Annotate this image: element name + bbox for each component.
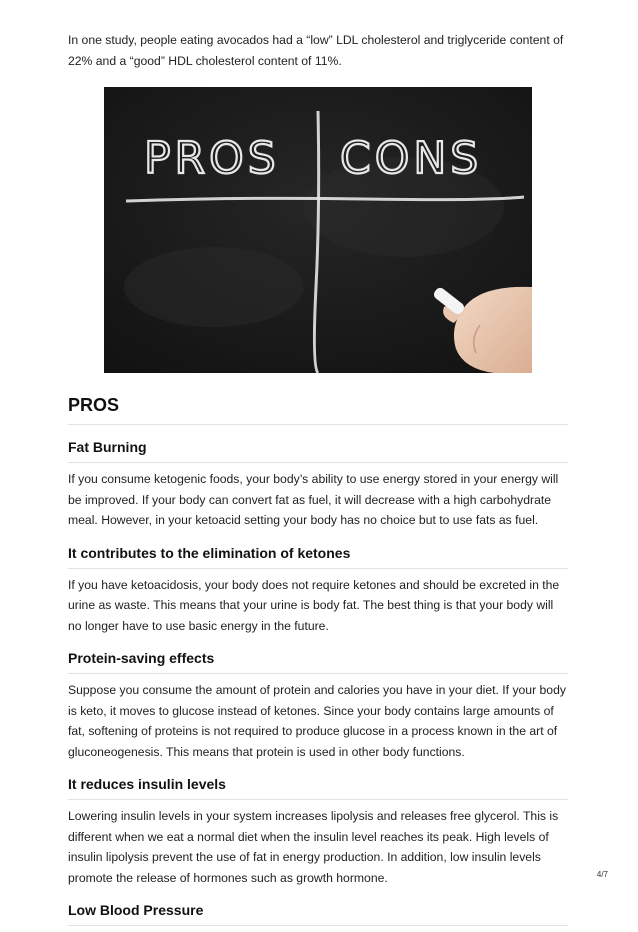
chalk-word-cons: CONS bbox=[340, 133, 483, 184]
section-text-fat-burning: If you consume ketogenic foods, your body’s ability to use energy stored in your energy will be improved. If your body can convert fat as fuel, it will decrease with a high carbohydrate meal. However, in your ketoacid setting your body has no choice but to use fats as fuel. bbox=[68, 472, 559, 527]
section-heading-fat-burning: Fat Burning bbox=[68, 439, 568, 463]
intro-paragraph: In one study, people eating avocados had a “low” LDL cholesterol and triglyceride content of 22% and a “good” HDL cholesterol content of 11%. bbox=[68, 33, 564, 68]
pros-cons-chalkboard-image bbox=[104, 87, 532, 373]
chalk-word-pros: PROS bbox=[144, 133, 280, 184]
section-heading-insulin: It reduces insulin levels bbox=[68, 776, 568, 800]
section-heading-ketones: It contributes to the elimination of ketones bbox=[68, 545, 568, 569]
pros-heading: PROS bbox=[68, 395, 568, 425]
page-number: 4/7 bbox=[596, 870, 608, 879]
article-body bbox=[68, 30, 568, 932]
section-heading-protein: Protein-saving effects bbox=[68, 650, 568, 674]
section-text-insulin: Lowering insulin levels in your system increases lipolysis and releases free glycerol. This is different when we eat a normal diet when the insulin level reaches its peak. High levels of insulin lipolysis prevent the use of fat in energy production. In addition, low insulin levels promote the release of hormones such as growth hormone. bbox=[68, 809, 559, 885]
section-text-protein: Suppose you consume the amount of protein and calories you have in your diet. If your body is keto, it moves to glucose instead of ketones. Since your body contains large amounts of fat, softening of proteins is not required to produce glucose in a process known in the art of gluconeogenesis. This means that protein is used in other body functions. bbox=[68, 683, 566, 759]
section-text-ketones: If you have ketoacidosis, your body does not require ketones and should be excreted in the urine as waste. This means that your urine is body fat. The best thing is that your body will no longer have to use basic energy in the future. bbox=[68, 577, 560, 633]
section-heading-blood-pressure: Low Blood Pressure bbox=[68, 902, 568, 926]
